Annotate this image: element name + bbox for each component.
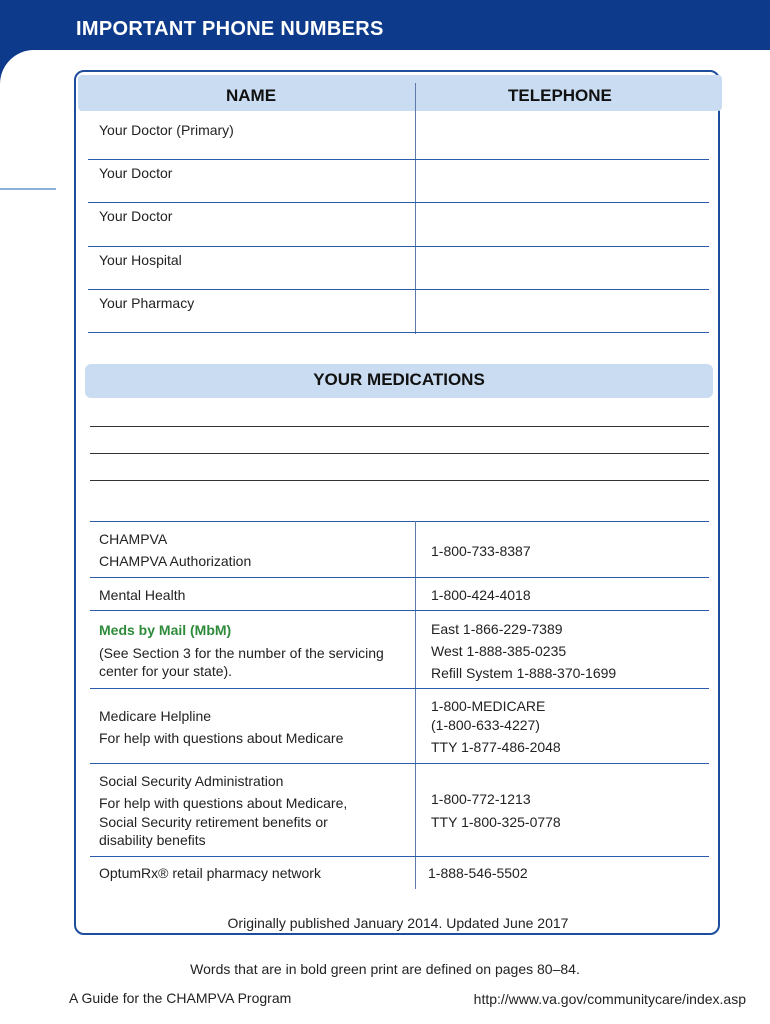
glossary-note: Words that are in bold green print are defined on pages 80–84. <box>190 961 580 977</box>
contact-phone: East 1-866-229-7389 <box>431 621 563 637</box>
footer-guide-title: A Guide for the CHAMPVA Program <box>69 990 292 1006</box>
row-divider <box>90 610 709 611</box>
page-title: IMPORTANT PHONE NUMBERS <box>76 18 384 40</box>
phone-row-label: Your Doctor <box>99 165 173 181</box>
row-divider <box>88 159 709 160</box>
contact-name: OptumRx® retail pharmacy network <box>99 865 321 881</box>
contact-name: CHAMPVA <box>99 531 168 547</box>
footer-url: http://www.va.gov/communitycare/index.asp <box>473 991 746 1007</box>
banner-tab-curve <box>0 50 56 185</box>
contact-phone: 1-800-772-1213 <box>431 791 531 807</box>
banner-tab-accent <box>0 188 56 190</box>
row-divider <box>90 577 709 578</box>
phone-row-label: Your Hospital <box>99 252 182 268</box>
row-divider <box>90 856 709 857</box>
contact-name-detail: For help with questions about Medicare, <box>99 795 348 811</box>
column-header-telephone: TELEPHONE <box>508 86 612 105</box>
contact-name: Medicare Helpline <box>99 708 212 724</box>
row-divider <box>90 688 709 689</box>
column-divider <box>415 83 416 334</box>
contact-name: Social Security Administration <box>99 773 284 789</box>
contacts-top-rule <box>90 521 709 522</box>
row-divider <box>88 289 709 290</box>
phone-table-header <box>78 75 722 111</box>
defined-term-meds-by-mail: Meds by Mail (MbM) <box>99 622 232 638</box>
row-divider <box>88 332 709 333</box>
contact-phone: 1-888-546-5502 <box>428 865 528 881</box>
contact-phone: West 1-888-385-0235 <box>431 643 567 659</box>
medications-title: YOUR MEDICATIONS <box>313 370 485 389</box>
contact-name-detail: Social Security retirement benefits or <box>99 814 328 830</box>
medication-write-line <box>90 426 709 427</box>
contact-phone: Refill System 1-888-370-1699 <box>431 665 617 681</box>
contact-name: Mental Health <box>99 587 186 603</box>
contact-phone: (1-800-633-4227) <box>431 717 540 733</box>
column-header-name: NAME <box>226 86 277 105</box>
medication-write-line <box>90 453 709 454</box>
phone-row-label: Your Doctor (Primary) <box>99 122 234 138</box>
contact-phone: 1-800-733-8387 <box>431 543 531 559</box>
medication-write-line <box>90 480 709 481</box>
phone-row-label: Your Doctor <box>99 208 173 224</box>
contact-phone: TTY 1-877-486-2048 <box>431 739 561 755</box>
contact-name-detail: center for your state). <box>99 663 233 679</box>
contact-phone: 1-800-424-4018 <box>431 587 531 603</box>
contact-phone: 1-800-MEDICARE <box>431 698 546 714</box>
row-divider <box>88 246 709 247</box>
row-divider <box>90 763 709 764</box>
phone-row-label: Your Pharmacy <box>99 295 195 311</box>
contact-phone: TTY 1-800-325-0778 <box>431 814 561 830</box>
contact-name-detail: CHAMPVA Authorization <box>99 553 252 569</box>
contact-name-detail: (See Section 3 for the number of the servicing <box>99 645 384 661</box>
contact-name-detail: disability benefits <box>99 832 206 848</box>
row-divider <box>88 202 709 203</box>
contact-name-detail: For help with questions about Medicare <box>99 730 344 746</box>
publication-note: Originally published January 2014. Updated June 2017 <box>227 915 569 931</box>
